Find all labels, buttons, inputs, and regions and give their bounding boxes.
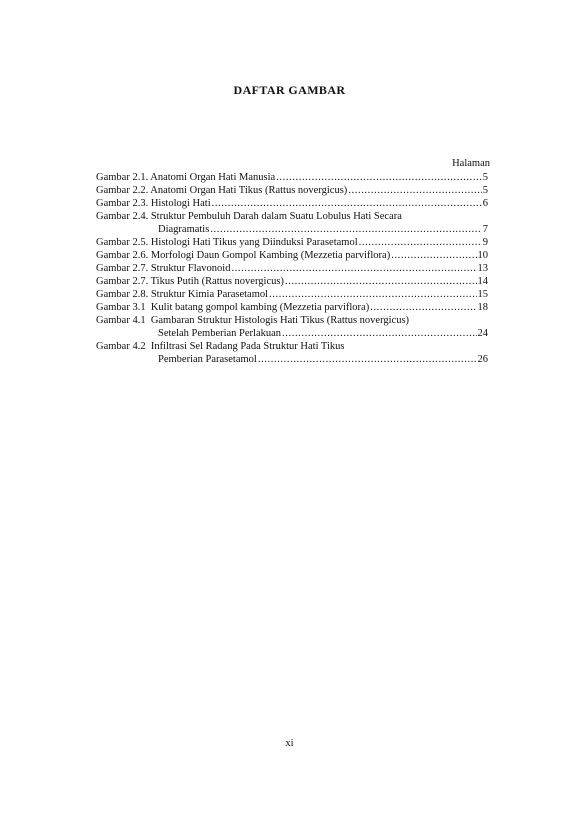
figure-page-number: 9 bbox=[482, 237, 488, 248]
footer-page-number: xi bbox=[285, 738, 294, 749]
figure-entry-line bbox=[96, 262, 488, 275]
figure-page-number: 13 bbox=[477, 263, 488, 274]
figure-page-number: 10 bbox=[477, 250, 488, 261]
figure-entry bbox=[96, 288, 488, 301]
figure-entry bbox=[96, 171, 488, 184]
dot-leader bbox=[391, 249, 476, 262]
figure-page-number: 6 bbox=[482, 198, 488, 209]
figure-caption-text: Gambar 2.8. Struktur Kimia Parasetamol bbox=[96, 289, 269, 300]
figure-entry bbox=[96, 210, 488, 236]
figure-entry-continuation bbox=[96, 353, 488, 366]
figure-entry bbox=[96, 340, 488, 366]
figure-entry bbox=[96, 197, 488, 210]
dot-leader bbox=[359, 236, 482, 249]
dot-leader bbox=[269, 288, 476, 301]
figure-caption-text: Gambar 3.1 Kulit batang gompol kambing (Mezzetia parviflora) bbox=[96, 302, 370, 313]
page-column-label: Halaman bbox=[452, 158, 490, 169]
dot-leader bbox=[348, 184, 481, 197]
figure-entry-line bbox=[96, 210, 488, 223]
figure-caption-text: Gambar 2.6. Morfologi Daun Gompol Kambing (Mezzetia parviflora) bbox=[96, 250, 391, 261]
figure-caption-text: Pemberian Parasetamol bbox=[158, 354, 257, 365]
figure-entry bbox=[96, 249, 488, 262]
figure-page-number: 7 bbox=[482, 224, 488, 235]
figure-caption-text: Setelah Pemberian Perlakuan bbox=[158, 328, 282, 339]
dot-leader bbox=[285, 275, 477, 288]
figure-entry-line bbox=[96, 184, 488, 197]
figure-caption-text: Gambar 2.7. Tikus Putih (Rattus novergicus) bbox=[96, 276, 284, 287]
figure-page-number: 26 bbox=[477, 354, 488, 365]
figure-entry bbox=[96, 314, 488, 340]
figure-page-number: 15 bbox=[477, 289, 488, 300]
figure-caption-text: Gambar 2.4. Struktur Pembuluh Darah dalam Suatu Lobulus Hati Secara bbox=[96, 211, 402, 222]
figure-page-number: 5 bbox=[482, 185, 488, 196]
figure-entry-line bbox=[96, 236, 488, 249]
dot-leader bbox=[258, 353, 477, 366]
figure-caption-text: Gambar 2.3. Histologi Hati bbox=[96, 198, 211, 209]
figure-page-number: 14 bbox=[477, 276, 488, 287]
figure-caption-text: Gambar 2.5. Histologi Hati Tikus yang Diinduksi Parasetamol bbox=[96, 237, 358, 248]
dot-leader bbox=[231, 262, 476, 275]
figure-entry-line bbox=[96, 301, 488, 314]
dot-leader bbox=[370, 301, 476, 314]
figure-caption-text: Gambar 4.2 Infiltrasi Sel Radang Pada Struktur Hati Tikus bbox=[96, 341, 345, 352]
figure-entry-continuation bbox=[96, 223, 488, 236]
figure-entry bbox=[96, 262, 488, 275]
figure-entry-line bbox=[96, 314, 488, 327]
dot-leader bbox=[276, 171, 482, 184]
dot-leader bbox=[210, 223, 481, 236]
figure-entry-line bbox=[96, 171, 488, 184]
figure-list bbox=[96, 171, 488, 366]
figure-caption-text: Gambar 4.1 Gambaran Struktur Histologis Hati Tikus (Rattus novergicus) bbox=[96, 315, 410, 326]
figure-caption-text: Gambar 2.7. Struktur Flavonoid bbox=[96, 263, 231, 274]
figure-caption-text: Diagramatis bbox=[158, 224, 210, 235]
figure-page-number: 18 bbox=[477, 302, 488, 313]
dot-leader bbox=[282, 327, 476, 340]
figure-entry-line bbox=[96, 197, 488, 210]
figure-page-number: 24 bbox=[477, 328, 488, 339]
figure-page-number: 5 bbox=[482, 172, 488, 183]
figure-entry bbox=[96, 275, 488, 288]
figure-entry-line bbox=[96, 275, 488, 288]
dot-leader bbox=[212, 197, 482, 210]
figure-entry bbox=[96, 236, 488, 249]
page-title: DAFTAR GAMBAR bbox=[233, 83, 346, 97]
figure-entry-line bbox=[96, 288, 488, 301]
figure-entry bbox=[96, 301, 488, 314]
figure-entry-line bbox=[96, 340, 488, 353]
figure-entry bbox=[96, 184, 488, 197]
figure-entry-line bbox=[96, 249, 488, 262]
figure-entry-continuation bbox=[96, 327, 488, 340]
figure-caption-text: Gambar 2.1. Anatomi Organ Hati Manusia bbox=[96, 172, 276, 183]
figure-caption-text: Gambar 2.2. Anatomi Organ Hati Tikus (Rattus novergicus) bbox=[96, 185, 348, 196]
